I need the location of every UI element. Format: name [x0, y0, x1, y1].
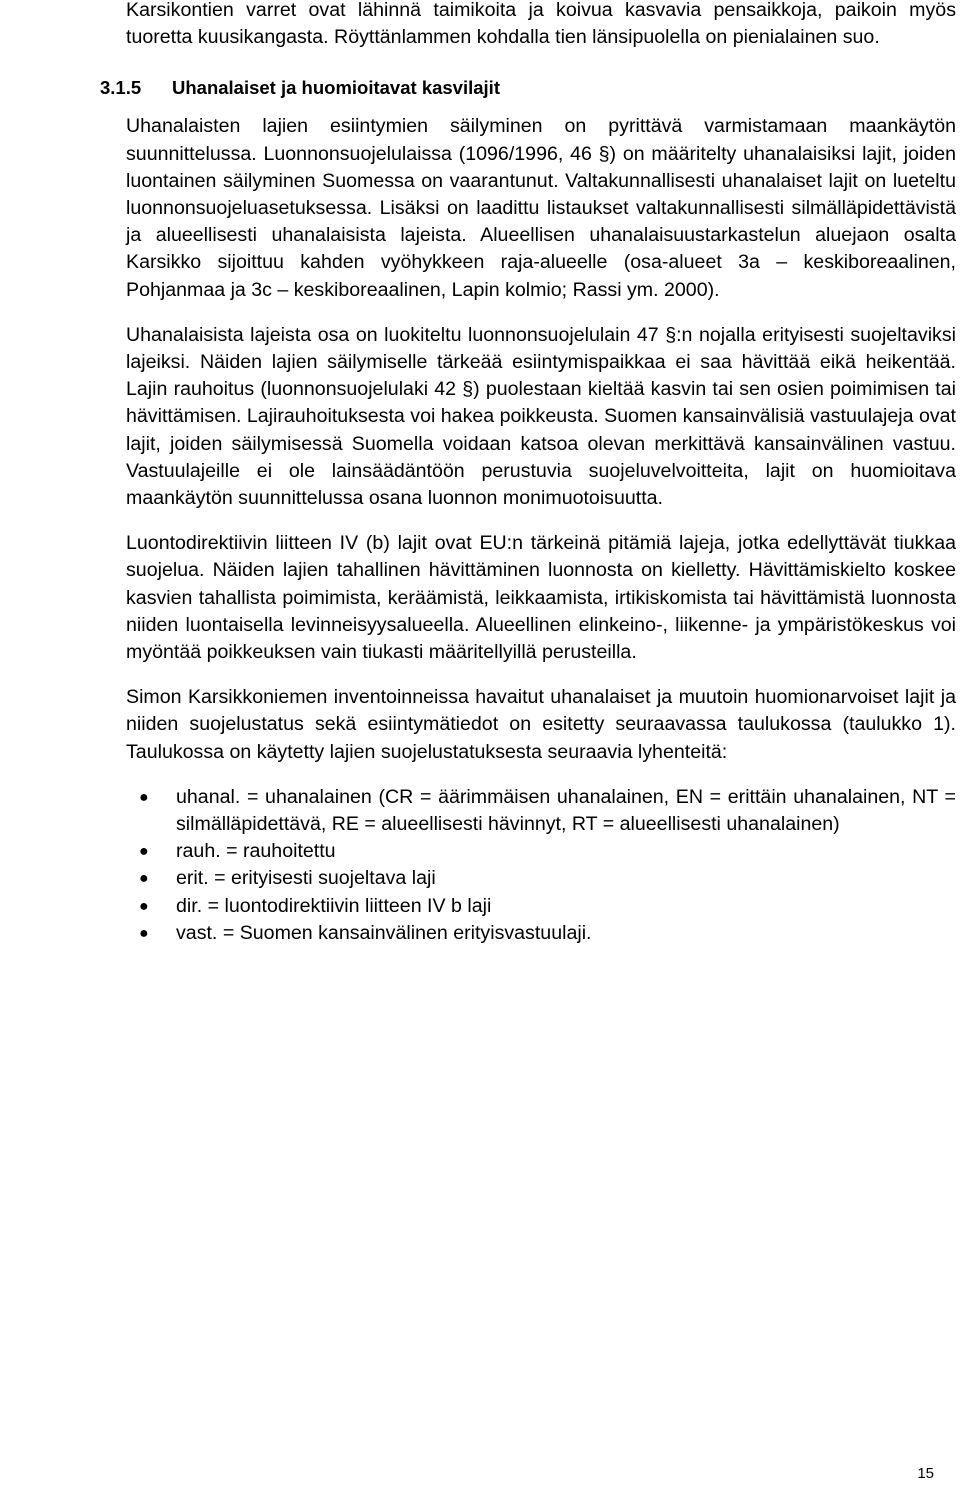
section-number: 3.1.5 — [100, 77, 142, 99]
document-body — [100, 0, 956, 947]
intro-paragraph: Karsikontien varret ovat lähinnä taimikoita ja koivua kasvavia pensaikkoja, paikoin myös tuoretta kuusikangasta. Röyttänlammen kohdalla tien länsipuolella on pienialainen suo. — [126, 0, 956, 49]
bullet-icon: ● — [139, 843, 149, 861]
abbreviation-list — [126, 784, 956, 947]
bullet-icon: ● — [139, 788, 149, 806]
paragraph-habitats-directive: Luontodirektiivin liitteen IV (b) lajit ovat EU:n tärkeinä pitämiä lajeja, jotka edellyttävät tiukkaa suojelua. Näiden lajien tahallinen hävittäminen luonnosta on kielletty. Hävittämiskielto koskee kasvien tahallista poimimista, keräämistä, leikkaamista, irtikiskomista tai hävittämistä luonnosta niiden luontaisella levinneisyysalueella. Alueellinen elinkeino-, liikenne- ja ympäristökeskus voi myöntää poikkeuksen vain tiukasti määritellyillä perusteilla. — [126, 532, 956, 664]
bullet-icon: ● — [139, 870, 149, 888]
paragraph-protected-species: Uhanalaisista lajeista osa on luokiteltu luonnonsuojelulain 47 §:n nojalla erityisesti suojeltaviksi lajeiksi. Näiden lajien säilymiselle tärkeää esiintymispaikkaa ei saa hävittää eikä heikentää. Lajin rauhoitus (luonnonsuojelulaki 42 §) puolestaan kieltää kasvin tai sen osien poimimisen tai hävittämisen. Lajirauhoituksesta voi hakea poikkeusta. Suomen kansainvälisiä vastuulajeja ovat lajit, joiden säilymisessä Suomella voidaan katsoa olevan merkittävä kansainvälinen vastuu. Vastuulajeille ei ole lainsäädäntöön perustuvia suojeluvelvoitteita, lajit on huomioitava maankäytön suunnittelussa osana luonnon monimuotoisuutta. — [126, 323, 956, 510]
section-title: Uhanalaiset ja huomioitavat kasvilajit — [172, 77, 500, 99]
section-heading — [100, 75, 930, 101]
list-item: ● rauh. = rauhoitettu — [126, 838, 956, 865]
bullet-icon: ● — [139, 897, 149, 915]
bullet-icon: ● — [139, 924, 149, 942]
paragraph-endangered-species: Uhanalaisten lajien esiintymien säilyminen on pyrittävä varmistamaan maankäytön suunnittelussa. Luonnonsuojelulaissa (1096/1996, 46 §) on määritelty uhanalaisiksi lajit, joiden luontainen säilyminen Suomessa on vaarantunut. Valtakunnallisesti uhanalaiset lajit on lueteltu luonnonsuojeluasetuksessa. Lisäksi on laadittu listaukset valtakunnallisesti silmälläpidettävistä ja alueellisesti uhanalaisista lajeista. Alueellisen uhanalaisuustarkastelun aluejaon osalta Karsikko sijoittuu kahden vyöhykkeen raja-alueelle (osa-alueet 3a – keskiboreaalinen, Pohjanmaa ja 3c – keskiboreaalinen, Lapin kolmio; Rassi ym. 2000). — [126, 115, 956, 301]
list-item: ● vast. = Suomen kansainvälinen erityisvastuulaji. — [126, 920, 956, 947]
page-number: 15 — [917, 1465, 934, 1482]
list-item: ● erit. = erityisesti suojeltava laji — [126, 865, 956, 892]
list-item: ● dir. = luontodirektiivin liitteen IV b laji — [126, 893, 956, 920]
paragraph-inventory: Simon Karsikkoniemen inventoinneissa havaitut uhanalaiset ja muutoin huomionarvoiset lajit ja niiden suojelustatus sekä esiintymätiedot on esitetty seuraavassa taulukossa (taulukko 1). Taulukossa on käytetty lajien suojelustatuksesta seuraavia lyhenteitä: — [126, 686, 956, 763]
list-item: ● uhanal. = uhanalainen (CR = äärimmäisen uhanalainen, EN = erittäin uhanalainen, NT = silmälläpidettävä, RE = alueellisesti hävinnyt, RT = alueellisesti uhanalainen) — [139, 785, 956, 836]
